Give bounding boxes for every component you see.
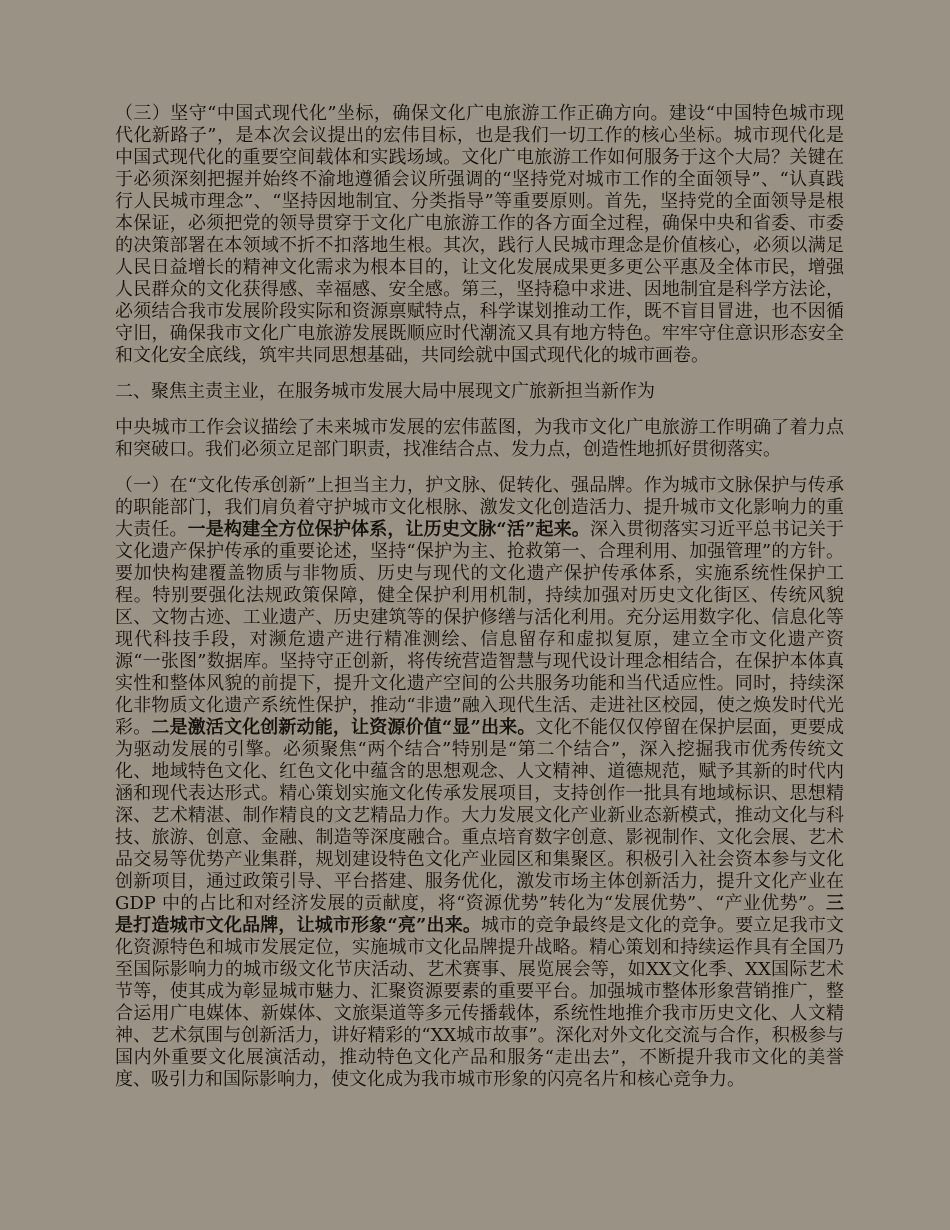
text-run: 二、聚焦主责主业，在服务城市发展大局中展现文广旅新担当新作为 (115, 381, 655, 402)
text-run: 文化不能仅仅停留在保护层面，更要成为驱动发展的引擎。必须聚焦“两个结合”特别是“第二个结合”，深入挖掘我市优秀传统文化、地域特色文化、红色文化中蕴含的思想观念、人文精神、道德规范，赋予其新的时代内涵和现代表达形式。精心策划实施文化传承发展项目，支持创作一批具有地域标识、思想精深、艺术精湛、制作精良的文艺精品力作。大力发展文化产业新业态新模式，推动文化与科技、旅游、创意、金融、制造等深度融合。重点培育数字创意、影视制作、文化会展、艺术品交易等优势产业集群，规划建设特色文化产业园区和集聚区。积极引入社会资本参与文化创新项目，通过政策引导、平台搭建、服务优化，激发市场主体创新活力，提升文化产业在 GDP 中的占比和对经济发展的贡献度，将“资源优势”转化为“发展优势”、“产业优势”。 (115, 717, 845, 914)
text-run: （三）坚守“中国式现代化”坐标，确保文化广电旅游工作正确方向。建设“中国特色城市现代化新路子”，是本次会议提出的宏伟目标，也是我们一切工作的核心坐标。城市现代化是中国式现代化的重要空间载体和实践场域。文化广电旅游工作如何服务于这个大局？关键在于必须深刻把握并始终不渝地遵循会议所强调的“坚持党对城市工作的全面领导”、“认真践行人民城市理念”、“坚持因地制宜、分类指导”等重要原则。首先，坚持党的全面领导是根本保证，必须把党的领导贯穿于文化广电旅游工作的各方面全过程，确保中央和省委、市委的决策部署在本领域不折不扣落地生根。其次，践行人民城市理念是价值核心，必须以满足人民日益增长的精神文化需求为根本目的，让文化发展成果更多更公平惠及全体市民，增强人民群众的文化获得感、幸福感、安全感。第三，坚持稳中求进、因地制宜是科学方法论，必须结合我市发展阶段实际和资源禀赋特点，科学谋划推动工作，既不盲目冒进，也不因循守旧，确保我市文化广电旅游发展既顺应时代潮流又具有地方特色。牢牢守住意识形态安全和文化安全底线，筑牢共同思想基础，共同绘就中国式现代化的城市画卷。 (115, 103, 844, 366)
text-run: 中央城市工作会议描绘了未来城市发展的宏伟蓝图，为我市文化广电旅游工作明确了着力点和突破口。我们必须立足部门职责，找准结合点、发力点，创造性地抓好贯彻落实。 (115, 417, 844, 460)
document-body (115, 103, 844, 1105)
text-run-bold: 三是打造城市文化品牌，让城市形象“亮”出来。 (115, 893, 844, 936)
section-heading-2 (115, 381, 844, 403)
text-run: 城市的竞争最终是文化的竞争。要立足我市文化资源特色和城市发展定位，实施城市文化品牌提升战略。精心策划和持续运作具有全国乃至国际影响力的城市级文化节庆活动、艺术赛事、展览展会等，如XX文化季、XX国际艺术节等，使其成为彰显城市魅力、汇聚资源要素的重要平台。加强城市整体形象营销推广，整合运用广电媒体、新媒体、文旅渠道等多元传播载体，系统性地推介我市历史文化、人文精神、艺术氛围与创新活力，讲好精彩的“XX城市故事”。深化对外文化交流与合作，积极参与国内外重要文化展演活动，推动特色文化产品和服务“走出去”，不断提升我市文化的美誉度、吸引力和国际影响力，使文化成为我市城市形象的闪亮名片和核心竞争力。 (115, 915, 844, 1090)
text-run-bold: 一是构建全方位保护体系，让历史文脉“活”起来。 (187, 519, 590, 540)
paragraph-subsection-1 (115, 475, 844, 1091)
paragraph-intro (115, 417, 844, 461)
text-run-bold: 二是激活文化创新动能，让资源价值“显”出来。 (151, 717, 536, 738)
text-run: （一）在“文化传承创新”上担当主力，护文脉、促转化、强品牌。作为城市文脉保护与传承的职能部门，我们肩负着守护城市文化根脉、激发文化创造活力、提升城市文化影响力的重大责任。 (115, 475, 844, 540)
paragraph-section-3 (115, 103, 844, 367)
text-run: 深入贯彻落实习近平总书记关于文化遗产保护传承的重要论述，坚持“保护为主、抢救第一、合理利用、加强管理”的方针。要加快构建覆盖物质与非物质、历史与现代的文化遗产保护传承体系，实施系统性保护工程。特别要强化法规政策保障，健全保护利用机制，持续加强对历史文化街区、传统风貌区、文物古迹、工业遗产、历史建筑等的保护修缮与活化利用。充分运用数字化、信息化等现代科技手段，对濒危遗产进行精准测绘、信息留存和虚拟复原，建立全市文化遗产资源“一张图”数据库。坚持守正创新，将传统营造智慧与现代设计理念相结合，在保护本体真实性和整体风貌的前提下，提升文化遗产空间的公共服务功能和当代适应性。同时，持续深化非物质文化遗产系统性保护，推动“非遗”融入现代生活、走进社区校园，使之焕发时代光彩。 (115, 519, 845, 738)
